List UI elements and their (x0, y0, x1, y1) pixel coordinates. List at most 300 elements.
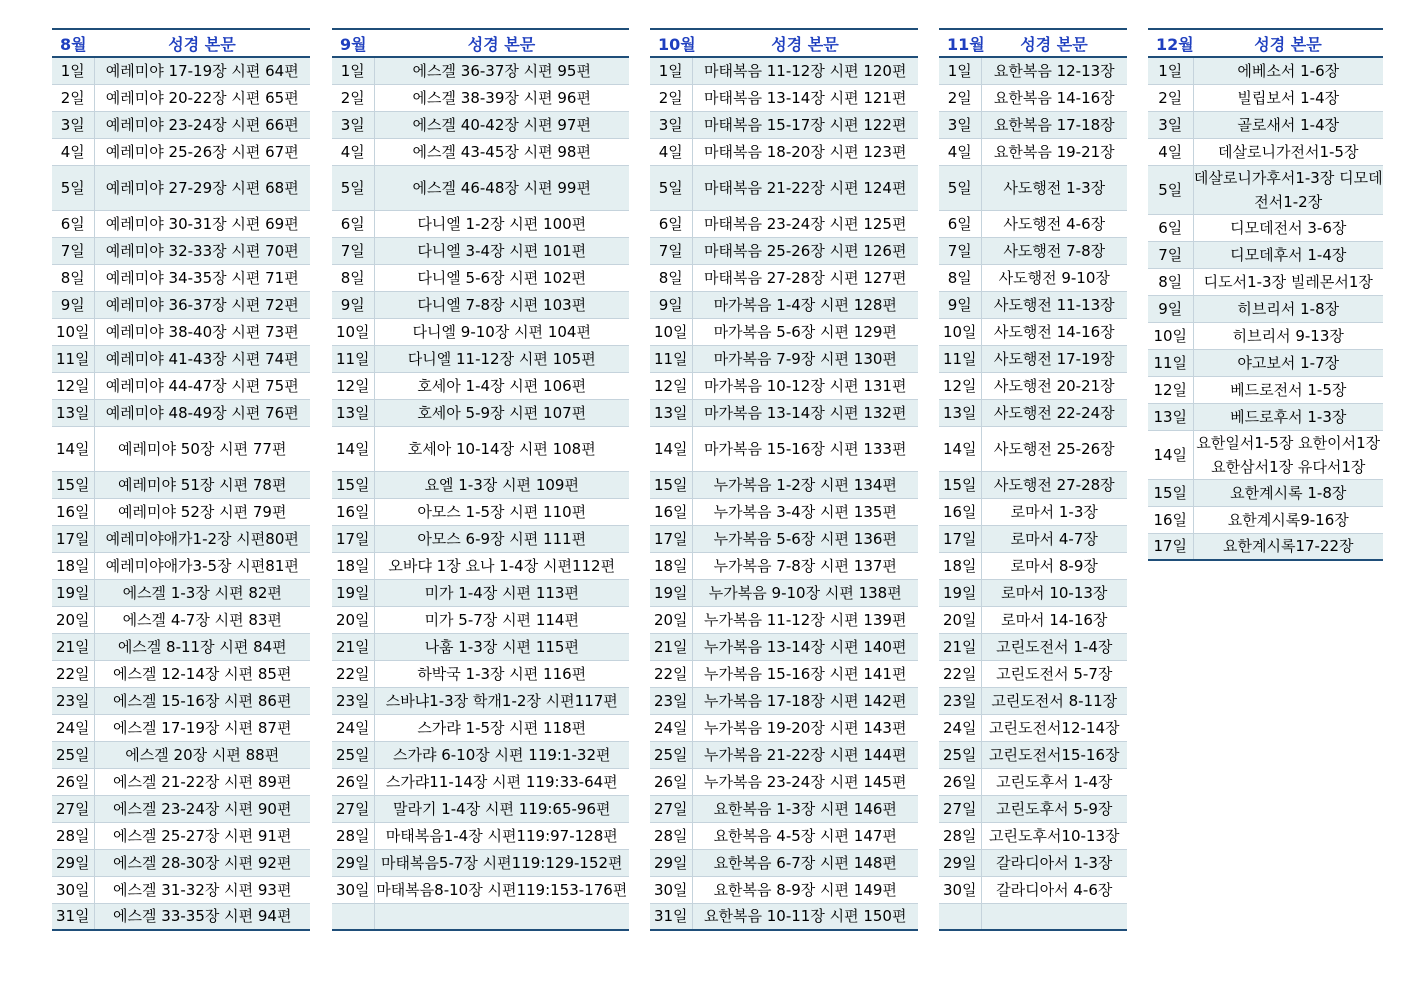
reading-row (939, 660, 1127, 687)
reading-row (332, 399, 629, 426)
reading-table-dec (1148, 28, 1383, 561)
passage-cell: 마태복음 23-24장 시편 125편 (692, 210, 918, 237)
text-header: 성경 본문 (981, 29, 1127, 57)
day-cell: 18일 (332, 552, 374, 579)
reading-row (650, 552, 918, 579)
reading-row (332, 741, 629, 768)
day-cell: 26일 (332, 768, 374, 795)
month-header: 12월 (1148, 29, 1193, 57)
passage-cell: 사도행전 20-21장 (981, 372, 1127, 399)
reading-row (939, 741, 1127, 768)
reading-row (52, 552, 310, 579)
passage-cell: 히브리서 1-8장 (1193, 295, 1383, 322)
text-header: 성경 본문 (374, 29, 629, 57)
passage-cell: 에스겔 28-30장 시편 92편 (94, 849, 310, 876)
reading-row (52, 57, 310, 84)
reading-row (52, 399, 310, 426)
day-cell: 21일 (939, 633, 981, 660)
day-cell: 10일 (650, 318, 692, 345)
passage-cell: 누가복음 19-20장 시편 143편 (692, 714, 918, 741)
reading-row (332, 552, 629, 579)
reading-row (650, 345, 918, 372)
day-cell: 27일 (332, 795, 374, 822)
reading-row (939, 399, 1127, 426)
reading-row (332, 795, 629, 822)
reading-row (332, 606, 629, 633)
day-cell: 17일 (52, 525, 94, 552)
day-cell: 12일 (650, 372, 692, 399)
reading-row (939, 822, 1127, 849)
day-cell: 3일 (939, 111, 981, 138)
day-cell: 15일 (52, 471, 94, 498)
reading-table-nov (939, 28, 1127, 931)
reading-row (332, 714, 629, 741)
passage-cell: 스가랴 1-5장 시편 118편 (374, 714, 629, 741)
passage-cell: 요한복음 14-16장 (981, 84, 1127, 111)
day-cell: 8일 (332, 264, 374, 291)
reading-row (939, 552, 1127, 579)
day-cell: 2일 (650, 84, 692, 111)
day-cell: 1일 (1148, 57, 1193, 84)
passage-cell: 사도행전 25-26장 (981, 426, 1127, 471)
day-cell: 7일 (650, 237, 692, 264)
day-cell: 13일 (52, 399, 94, 426)
passage-cell (374, 903, 629, 930)
day-cell: 17일 (1148, 533, 1193, 560)
day-cell: 23일 (939, 687, 981, 714)
day-cell: 12일 (1148, 376, 1193, 403)
passage-cell: 말라기 1-4장 시편 119:65-96편 (374, 795, 629, 822)
month-header: 11월 (939, 29, 981, 57)
day-cell: 20일 (939, 606, 981, 633)
reading-row (939, 903, 1127, 930)
day-cell: 20일 (332, 606, 374, 633)
passage-cell: 예레미야 52장 시편 79편 (94, 498, 310, 525)
passage-cell: 에스겔 38-39장 시편 96편 (374, 84, 629, 111)
passage-cell: 요한복음 17-18장 (981, 111, 1127, 138)
passage-cell: 마가복음 7-9장 시편 130편 (692, 345, 918, 372)
passage-cell: 베드로후서 1-3장 (1193, 403, 1383, 430)
day-cell: 22일 (650, 660, 692, 687)
reading-row (332, 318, 629, 345)
passage-cell: 데살로니가후서1-3장 디모데전서1-2장 (1193, 165, 1383, 214)
reading-row (52, 741, 310, 768)
day-cell: 21일 (52, 633, 94, 660)
month-header: 10월 (650, 29, 692, 57)
reading-row (1148, 376, 1383, 403)
reading-row (52, 84, 310, 111)
day-cell: 9일 (650, 291, 692, 318)
passage-cell: 고린도전서 1-4장 (981, 633, 1127, 660)
passage-cell: 사도행전 14-16장 (981, 318, 1127, 345)
reading-row (332, 498, 629, 525)
day-cell: 10일 (1148, 322, 1193, 349)
reading-row (332, 633, 629, 660)
day-cell: 7일 (332, 237, 374, 264)
day-cell: 23일 (52, 687, 94, 714)
day-cell: 18일 (650, 552, 692, 579)
passage-cell: 갈라디아서 1-3장 (981, 849, 1127, 876)
passage-cell: 예레미야 48-49장 시편 76편 (94, 399, 310, 426)
reading-row (939, 795, 1127, 822)
passage-cell (981, 903, 1127, 930)
reading-row (1148, 322, 1383, 349)
passage-cell: 누가복음 9-10장 시편 138편 (692, 579, 918, 606)
reading-row (332, 525, 629, 552)
day-cell: 30일 (52, 876, 94, 903)
day-cell: 11일 (650, 345, 692, 372)
day-cell: 15일 (650, 471, 692, 498)
reading-row (52, 579, 310, 606)
day-cell: 8일 (1148, 268, 1193, 295)
reading-row (1148, 506, 1383, 533)
passage-cell: 호세아 1-4장 시편 106편 (374, 372, 629, 399)
reading-row (650, 903, 918, 930)
passage-cell: 로마서 8-9장 (981, 552, 1127, 579)
day-cell: 13일 (939, 399, 981, 426)
day-cell: 28일 (332, 822, 374, 849)
passage-cell: 누가복음 1-2장 시편 134편 (692, 471, 918, 498)
day-cell: 4일 (939, 138, 981, 165)
reading-row (650, 714, 918, 741)
day-cell: 4일 (52, 138, 94, 165)
reading-row (650, 687, 918, 714)
day-cell: 17일 (332, 525, 374, 552)
day-cell: 19일 (52, 579, 94, 606)
day-cell (332, 903, 374, 930)
day-cell: 24일 (52, 714, 94, 741)
passage-cell: 다니엘 1-2장 시편 100편 (374, 210, 629, 237)
reading-row (52, 660, 310, 687)
reading-row (52, 471, 310, 498)
passage-cell: 누가복음 3-4장 시편 135편 (692, 498, 918, 525)
reading-row (52, 264, 310, 291)
day-cell: 12일 (939, 372, 981, 399)
day-cell: 24일 (650, 714, 692, 741)
day-cell: 4일 (1148, 138, 1193, 165)
passage-cell: 예레미야 51장 시편 78편 (94, 471, 310, 498)
passage-cell: 에스겔 36-37장 시편 95편 (374, 57, 629, 84)
reading-row (52, 795, 310, 822)
passage-cell: 마태복음 18-20장 시편 123편 (692, 138, 918, 165)
day-cell: 29일 (650, 849, 692, 876)
passage-cell: 마태복음1-4장 시편119:97-128편 (374, 822, 629, 849)
day-cell: 11일 (52, 345, 94, 372)
passage-cell: 야고보서 1-7장 (1193, 349, 1383, 376)
day-cell: 30일 (332, 876, 374, 903)
passage-cell: 디도서1-3장 빌레몬서1장 (1193, 268, 1383, 295)
passage-cell: 다니엘 7-8장 시편 103편 (374, 291, 629, 318)
day-cell: 21일 (650, 633, 692, 660)
day-cell: 16일 (1148, 506, 1193, 533)
passage-cell: 고린도전서 5-7장 (981, 660, 1127, 687)
reading-table-sep (332, 28, 629, 931)
reading-row (332, 345, 629, 372)
reading-row (650, 318, 918, 345)
day-cell: 14일 (650, 426, 692, 471)
day-cell: 26일 (52, 768, 94, 795)
passage-cell: 예레미야애가1-2장 시편80편 (94, 525, 310, 552)
reading-row (939, 849, 1127, 876)
day-cell: 5일 (332, 165, 374, 210)
passage-cell: 누가복음 7-8장 시편 137편 (692, 552, 918, 579)
passage-cell: 로마서 4-7장 (981, 525, 1127, 552)
passage-cell: 요한복음 4-5장 시편 147편 (692, 822, 918, 849)
reading-table-aug (52, 28, 310, 931)
passage-cell: 누가복음 17-18장 시편 142편 (692, 687, 918, 714)
reading-row (939, 714, 1127, 741)
reading-row (939, 498, 1127, 525)
reading-row (1148, 165, 1383, 214)
reading-row (332, 426, 629, 471)
passage-cell: 호세아 5-9장 시편 107편 (374, 399, 629, 426)
reading-row (332, 264, 629, 291)
passage-cell: 예레미야 38-40장 시편 73편 (94, 318, 310, 345)
day-cell: 13일 (332, 399, 374, 426)
month-header: 9월 (332, 29, 374, 57)
reading-row (650, 264, 918, 291)
passage-cell: 요한복음 6-7장 시편 148편 (692, 849, 918, 876)
day-cell: 10일 (332, 318, 374, 345)
day-cell: 31일 (650, 903, 692, 930)
passage-cell: 에스겔 15-16장 시편 86편 (94, 687, 310, 714)
day-cell: 24일 (332, 714, 374, 741)
passage-cell: 예레미야 30-31장 시편 69편 (94, 210, 310, 237)
reading-row (332, 849, 629, 876)
passage-cell: 마태복음 11-12장 시편 120편 (692, 57, 918, 84)
day-cell: 19일 (332, 579, 374, 606)
day-cell: 3일 (650, 111, 692, 138)
reading-row (1148, 403, 1383, 430)
passage-cell: 고린도전서12-14장 (981, 714, 1127, 741)
passage-cell: 마태복음 21-22장 시편 124편 (692, 165, 918, 210)
day-cell: 20일 (52, 606, 94, 633)
reading-row (1148, 533, 1383, 560)
passage-cell: 요한계시록 1-8장 (1193, 479, 1383, 506)
passage-cell: 빌립보서 1-4장 (1193, 84, 1383, 111)
passage-cell: 로마서 14-16장 (981, 606, 1127, 633)
day-cell: 6일 (52, 210, 94, 237)
reading-row (52, 165, 310, 210)
day-cell: 7일 (1148, 241, 1193, 268)
reading-row (52, 138, 310, 165)
day-cell: 24일 (939, 714, 981, 741)
day-cell: 11일 (939, 345, 981, 372)
passage-cell: 로마서 10-13장 (981, 579, 1127, 606)
reading-row (332, 372, 629, 399)
passage-cell: 에스겔 1-3장 시편 82편 (94, 579, 310, 606)
reading-row (52, 498, 310, 525)
passage-cell: 마가복음 10-12장 시편 131편 (692, 372, 918, 399)
day-cell: 13일 (1148, 403, 1193, 430)
reading-row (1148, 214, 1383, 241)
reading-row (939, 687, 1127, 714)
reading-row (332, 660, 629, 687)
passage-cell: 예레미야 17-19장 시편 64편 (94, 57, 310, 84)
passage-cell: 갈라디아서 4-6장 (981, 876, 1127, 903)
passage-cell: 에스겔 20장 시편 88편 (94, 741, 310, 768)
reading-row (1148, 57, 1383, 84)
day-cell: 15일 (1148, 479, 1193, 506)
day-cell: 1일 (332, 57, 374, 84)
reading-row (332, 84, 629, 111)
passage-cell: 요한계시록9-16장 (1193, 506, 1383, 533)
day-cell: 16일 (332, 498, 374, 525)
reading-row (1148, 138, 1383, 165)
passage-cell: 고린도후서10-13장 (981, 822, 1127, 849)
reading-row (650, 165, 918, 210)
day-cell: 16일 (650, 498, 692, 525)
passage-cell: 요한복음 10-11장 시편 150편 (692, 903, 918, 930)
day-cell: 9일 (52, 291, 94, 318)
reading-row (332, 210, 629, 237)
passage-cell: 요한복음 19-21장 (981, 138, 1127, 165)
passage-cell: 마태복음 27-28장 시편 127편 (692, 264, 918, 291)
passage-cell: 요엘 1-3장 시편 109편 (374, 471, 629, 498)
day-cell: 26일 (650, 768, 692, 795)
reading-row (332, 687, 629, 714)
passage-cell: 마가복음 13-14장 시편 132편 (692, 399, 918, 426)
day-cell: 9일 (332, 291, 374, 318)
day-cell: 14일 (52, 426, 94, 471)
passage-cell: 누가복음 5-6장 시편 136편 (692, 525, 918, 552)
reading-row (332, 876, 629, 903)
reading-row (332, 471, 629, 498)
reading-row (52, 633, 310, 660)
text-header: 성경 본문 (1193, 29, 1383, 57)
passage-cell: 미가 5-7장 시편 114편 (374, 606, 629, 633)
reading-row (52, 606, 310, 633)
reading-row (939, 876, 1127, 903)
passage-cell: 스바냐1-3장 학개1-2장 시편117편 (374, 687, 629, 714)
reading-row (650, 849, 918, 876)
day-cell: 29일 (939, 849, 981, 876)
reading-row (650, 291, 918, 318)
passage-cell: 에스겔 8-11장 시편 84편 (94, 633, 310, 660)
reading-row (650, 426, 918, 471)
passage-cell: 에스겔 12-14장 시편 85편 (94, 660, 310, 687)
passage-cell: 사도행전 17-19장 (981, 345, 1127, 372)
reading-row (939, 633, 1127, 660)
reading-row (332, 111, 629, 138)
reading-row (650, 876, 918, 903)
day-cell: 29일 (52, 849, 94, 876)
month-header: 8월 (52, 29, 94, 57)
day-cell: 12일 (52, 372, 94, 399)
passage-cell: 예레미야 41-43장 시편 74편 (94, 345, 310, 372)
day-cell: 10일 (939, 318, 981, 345)
day-cell: 13일 (650, 399, 692, 426)
passage-cell: 요한복음 1-3장 시편 146편 (692, 795, 918, 822)
day-cell: 9일 (1148, 295, 1193, 322)
day-cell: 25일 (650, 741, 692, 768)
passage-cell: 예레미야 36-37장 시편 72편 (94, 291, 310, 318)
reading-row (650, 399, 918, 426)
day-cell: 5일 (1148, 165, 1193, 214)
reading-row (650, 633, 918, 660)
day-cell: 20일 (650, 606, 692, 633)
passage-cell: 요한복음 8-9장 시편 149편 (692, 876, 918, 903)
day-cell: 3일 (1148, 111, 1193, 138)
day-cell: 19일 (650, 579, 692, 606)
passage-cell: 호세아 10-14장 시편 108편 (374, 426, 629, 471)
passage-cell: 에스겔 46-48장 시편 99편 (374, 165, 629, 210)
reading-row (650, 579, 918, 606)
reading-row (52, 822, 310, 849)
day-cell: 4일 (650, 138, 692, 165)
passage-cell: 마태복음 13-14장 시편 121편 (692, 84, 918, 111)
reading-row (939, 165, 1127, 210)
reading-row (650, 111, 918, 138)
reading-row (939, 345, 1127, 372)
day-cell: 17일 (939, 525, 981, 552)
reading-row (52, 318, 310, 345)
passage-cell: 에스겔 43-45장 시편 98편 (374, 138, 629, 165)
passage-cell: 사도행전 11-13장 (981, 291, 1127, 318)
reading-row (1148, 241, 1383, 268)
reading-row (939, 84, 1127, 111)
reading-row (52, 426, 310, 471)
reading-row (939, 111, 1127, 138)
passage-cell: 마태복음5-7장 시편119:129-152편 (374, 849, 629, 876)
day-cell: 1일 (52, 57, 94, 84)
reading-row (650, 660, 918, 687)
day-cell: 1일 (650, 57, 692, 84)
day-cell: 2일 (1148, 84, 1193, 111)
reading-row (939, 372, 1127, 399)
passage-cell: 사도행전 9-10장 (981, 264, 1127, 291)
passage-cell: 에스겔 33-35장 시편 94편 (94, 903, 310, 930)
day-cell: 5일 (52, 165, 94, 210)
passage-cell: 예레미야 32-33장 시편 70편 (94, 237, 310, 264)
day-cell: 2일 (939, 84, 981, 111)
day-cell: 26일 (939, 768, 981, 795)
day-cell: 8일 (939, 264, 981, 291)
day-cell: 7일 (52, 237, 94, 264)
passage-cell: 로마서 1-3장 (981, 498, 1127, 525)
reading-row (52, 687, 310, 714)
text-header: 성경 본문 (692, 29, 918, 57)
reading-row (332, 822, 629, 849)
day-cell: 3일 (332, 111, 374, 138)
passage-cell: 사도행전 22-24장 (981, 399, 1127, 426)
reading-row (650, 498, 918, 525)
passage-cell: 고린도후서 1-4장 (981, 768, 1127, 795)
reading-row (1148, 349, 1383, 376)
passage-cell: 스가랴 6-10장 시편 119:1-32편 (374, 741, 629, 768)
day-cell: 16일 (52, 498, 94, 525)
passage-cell: 에스겔 23-24장 시편 90편 (94, 795, 310, 822)
reading-row (939, 606, 1127, 633)
passage-cell: 사도행전 4-6장 (981, 210, 1127, 237)
reading-row (939, 471, 1127, 498)
reading-row (939, 264, 1127, 291)
reading-row (939, 525, 1127, 552)
day-cell: 22일 (52, 660, 94, 687)
day-cell: 30일 (650, 876, 692, 903)
reading-row (52, 237, 310, 264)
reading-row (939, 426, 1127, 471)
reading-row (939, 579, 1127, 606)
day-cell: 14일 (939, 426, 981, 471)
reading-row (650, 606, 918, 633)
passage-cell: 하박국 1-3장 시편 116편 (374, 660, 629, 687)
reading-row (52, 372, 310, 399)
passage-cell: 예레미야 23-24장 시편 66편 (94, 111, 310, 138)
reading-row (332, 291, 629, 318)
day-cell: 22일 (939, 660, 981, 687)
day-cell: 14일 (332, 426, 374, 471)
